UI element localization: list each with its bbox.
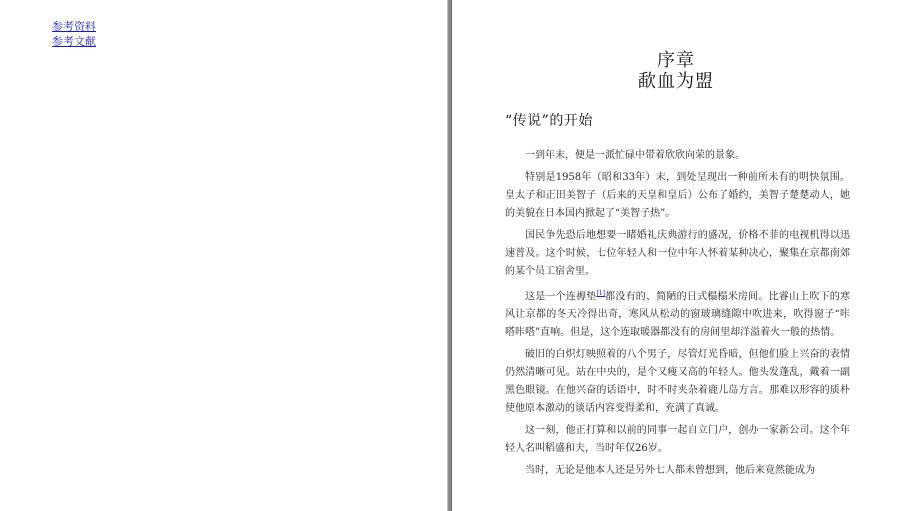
toc-link-references[interactable]: 参考资料	[52, 20, 96, 33]
footnote-link[interactable]: [1]	[596, 290, 605, 297]
chapter-title: 歃血为盟	[638, 71, 714, 92]
paragraph: 特别是1958年（昭和33年）末，到处呈现出一种前所未有的明快氛围。皇太子和正田美智子（后来的天皇和皇后）公布了婚约，美智子楚楚动人，她的美貌在日本国内掀起了“美智子热”。	[505, 172, 850, 219]
reading-pane	[452, 0, 900, 511]
paragraph-text: 都没有的、简陋的日式榻榻米房间。比睿山上吹下的寒风让京都的冬天冷得出奇，寒风从松动的窗玻璃缝隙中吹进来，吹得窗子“咔嗒咔嗒”直响。但是，这个连取暖器都没有的房间里却洋溢着火一般的热情。	[505, 291, 851, 339]
toc-pane	[0, 0, 447, 511]
section-title: “传说”的开始	[505, 113, 593, 129]
paragraph: 当时，无论是他本人还是另外七人都未曾想到，他后来竟然能成为	[525, 465, 815, 477]
chapter-body	[505, 147, 850, 484]
toc-link-bibliography[interactable]: 参考文献	[52, 35, 96, 48]
paragraph: 一到年末，便是一派忙碌中带着欣欣向荣的景象。	[525, 150, 745, 161]
paragraph: 破旧的白炽灯映照着的八个男子，尽管灯光昏暗，但他们脸上兴奋的表情仍然清晰可见。站在中央的，是个又瘦又高的年轻人。他头发蓬乱，戴着一副黑色眼镜。在他兴奋的话语中，时不时夹杂着鹿儿岛方言。那难以形容的质朴使他原本激动的谈话内容变得柔和，充满了真诚。	[505, 349, 850, 415]
paragraph: 国民争先恐后地想要一睹婚礼庆典游行的盛况，价格不菲的电视机得以迅速普及。这个时候，七位年轻人和一位中年人怀着某种决心，聚集在京都南郊的某个员工宿舍里。	[505, 230, 850, 277]
paragraph: 这一刻，他正打算和以前的同事一起自立门户，创办一家新公司。这个年轻人名叫稻盛和夫，当时年仅26岁。	[505, 425, 850, 455]
paragraph-text: 这是一个连褥垫	[525, 291, 597, 303]
table-of-contents	[52, 20, 96, 49]
paragraph	[505, 285, 850, 342]
chapter-number: 序章	[657, 50, 695, 71]
chapter-heading	[452, 0, 900, 93]
